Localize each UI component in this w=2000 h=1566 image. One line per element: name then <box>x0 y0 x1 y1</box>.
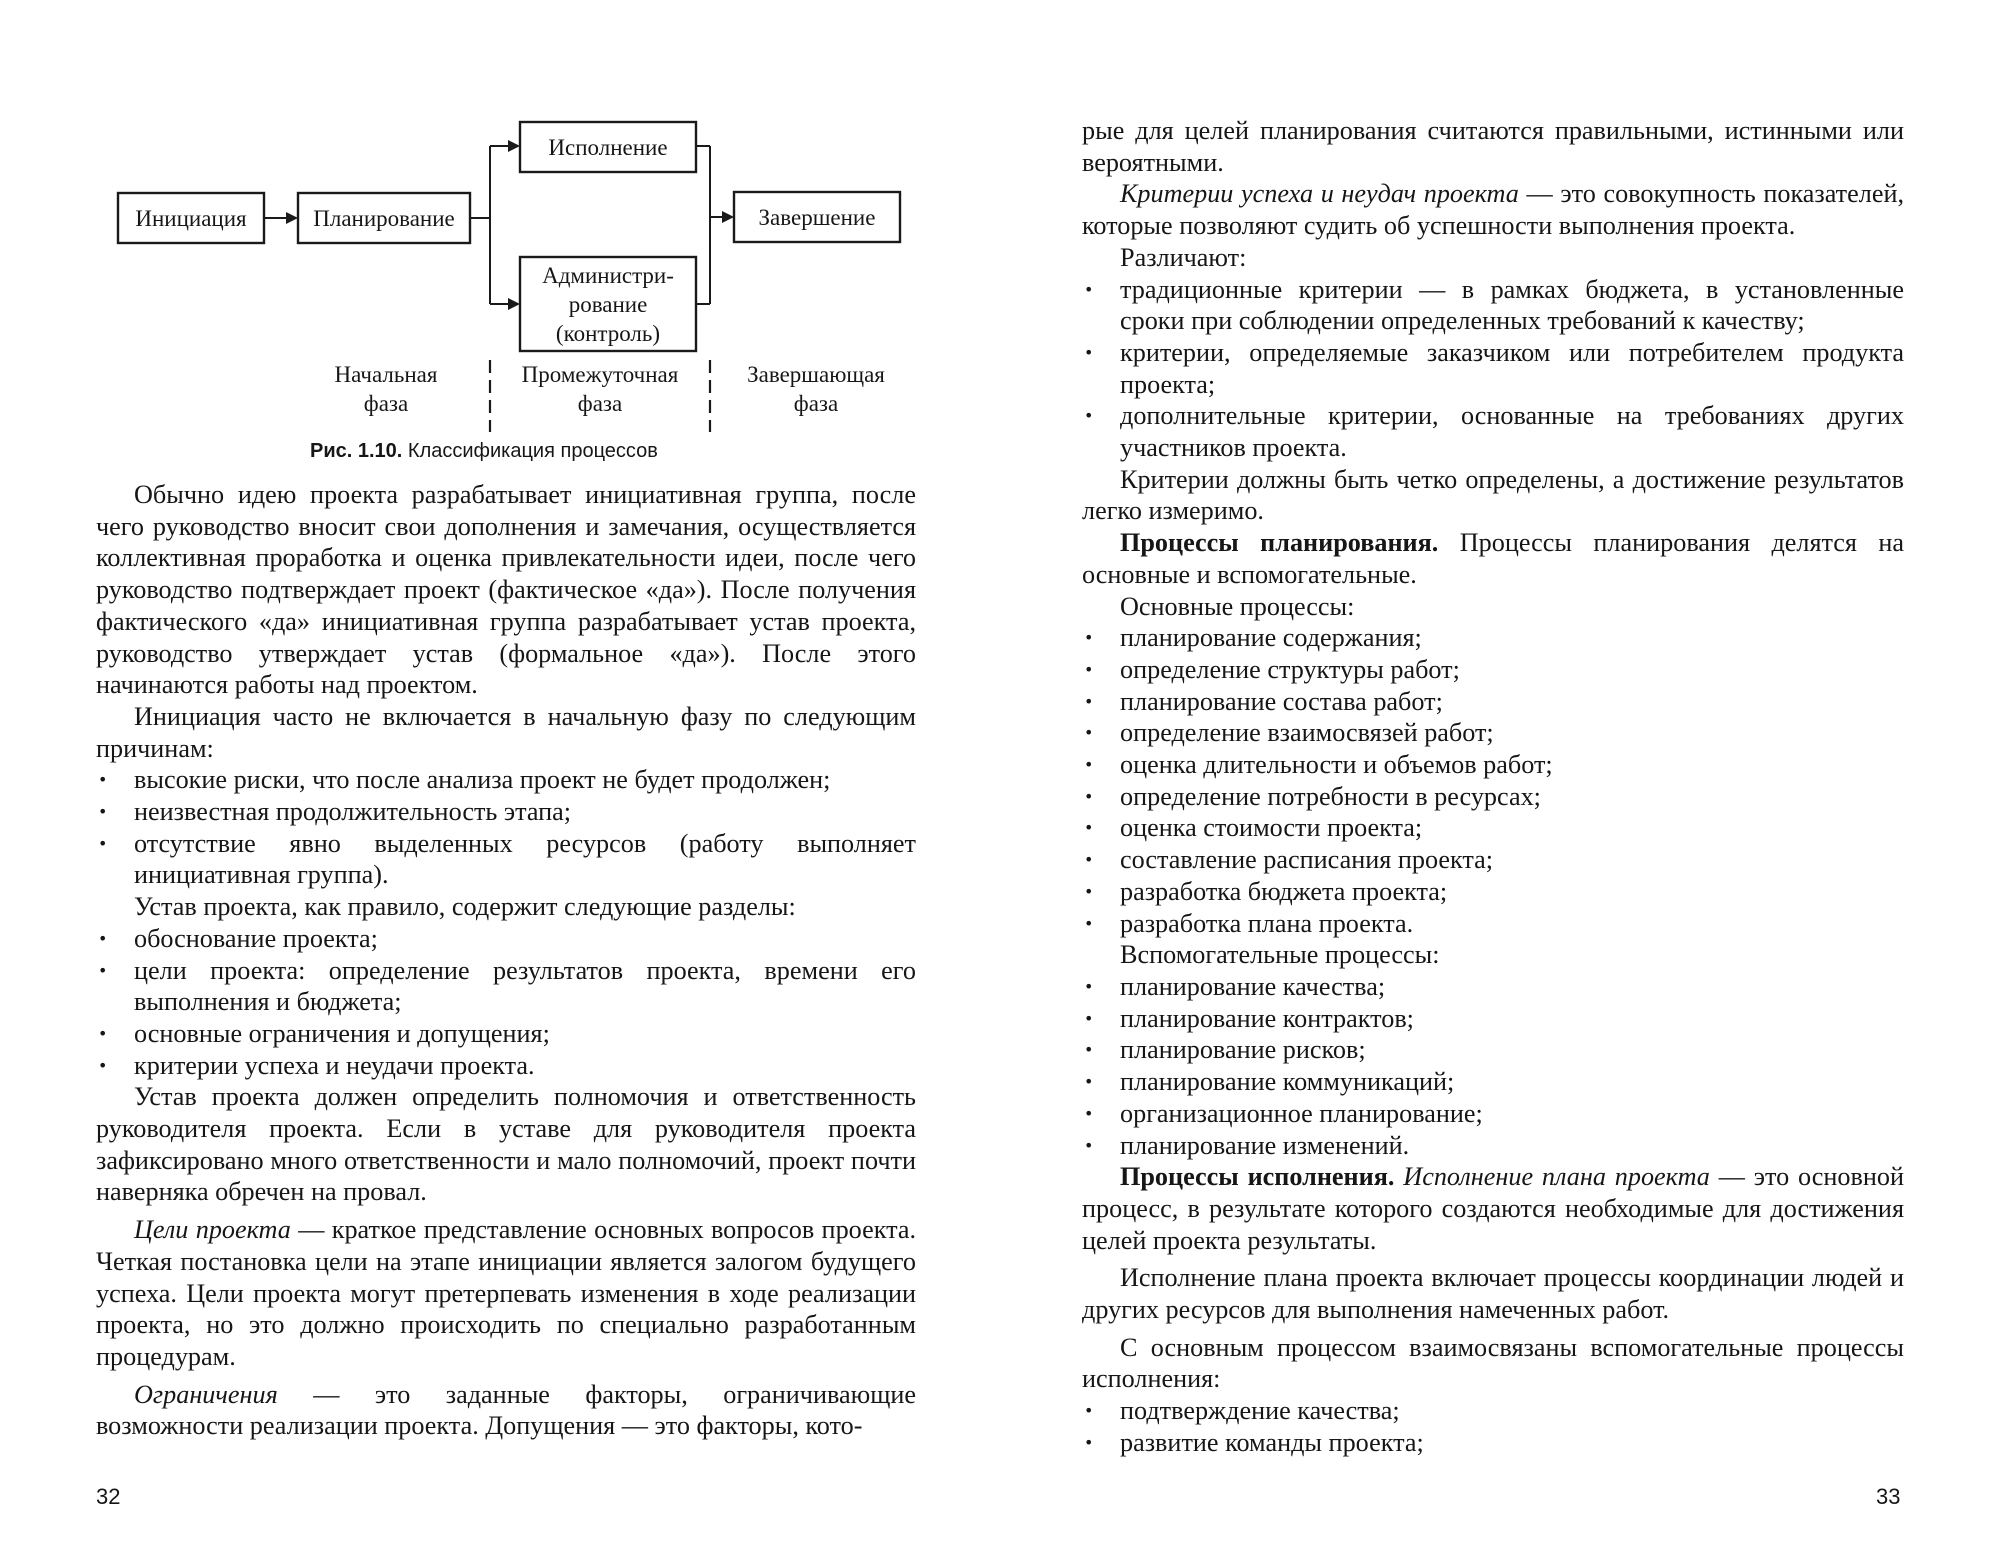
list-item: • определение потребности в ресурсах; <box>1082 781 1904 813</box>
list-item: • дополнительные критерии, основанные на требованиях других участников проекта. <box>1082 400 1904 463</box>
paragraph-text: — это заданные факторы, ограничивающие возможности реализации проекта. Допущения — это факторы, кото- <box>96 1379 916 1441</box>
term-plan-execution: Исполнение плана проекта <box>1403 1162 1710 1192</box>
page-number-right: 33 <box>1876 1484 1901 1509</box>
paragraph: Критерии должны быть четко определены, а достижение результатов легко измеримо. <box>1082 464 1904 526</box>
list-item: • высокие риски, что после анализа проект не будет продолжен; <box>96 764 916 796</box>
right-text-column <box>1082 115 1904 1459</box>
paragraph: Обычно идею проекта разрабатывает инициативная группа, после чего руководство вносит свои дополнения и замечания, осуществляется коллективная проработка и оценка привлекательности идеи, после чего руководство подтверждает проект (фактическое «да»). После получения фактического «да» инициативная группа разрабатывает устав проекта, руководство утверждает устав (формальное «да»). После этого начинаются работы над проектом. <box>96 480 916 700</box>
list-item: • критерии, определяемые заказчиком или потребителем продукта проекта; <box>1082 337 1904 400</box>
paragraph-criteria <box>1082 178 1904 241</box>
list-item: • неизвестная продолжительность этапа; <box>96 796 916 828</box>
box-initiation-label: Инициация <box>135 206 247 231</box>
phase-final-label-1: Завершающая <box>747 362 885 387</box>
list-item: • подтверждение качества; <box>1082 1395 1904 1427</box>
list-item: • планирование рисков; <box>1082 1034 1904 1066</box>
paragraph-constraints <box>96 1379 916 1442</box>
paragraph: Вспомогательные процессы: <box>1120 940 1440 970</box>
term-success-criteria: Критерии успеха и неудач проекта <box>1120 179 1519 209</box>
paragraph-continuation: рые для целей планирования считаются правильными, истинными или вероятными. <box>1082 116 1904 177</box>
list-item: • критерии успеха и неудачи проекта. <box>96 1050 916 1082</box>
phase-final-label-2: фаза <box>793 391 839 416</box>
phase-initial-label-2: фаза <box>363 391 409 416</box>
list-item: • оценка стоимости проекта; <box>1082 812 1904 844</box>
list-item: • разработка бюджета проекта; <box>1082 876 1904 908</box>
heading-planning-processes: Процессы планирования. <box>1120 528 1439 558</box>
list-item: • определение структуры работ; <box>1082 654 1904 686</box>
figure-caption-number: Рис. 1.10. <box>310 440 403 462</box>
page-number-left: 32 <box>96 1484 121 1509</box>
box-planning-label: Планирование <box>313 206 455 231</box>
list-item: • планирование изменений. <box>1082 1130 1904 1162</box>
paragraph-text: — это совокупность показателей, которые позволяют судить об успешности выполнения проекта. <box>1082 179 1904 241</box>
term-constraints: Ограничения <box>134 1379 278 1409</box>
list-item: • основные ограничения и допущения; <box>96 1018 916 1050</box>
paragraph: Исполнение плана проекта включает процессы координации людей и других ресурсов для выполнения намеченных работ. <box>1082 1263 1904 1325</box>
arrowhead <box>722 211 734 223</box>
paragraph-text: — краткое представление основных вопросов проекта. Четкая постановка цели на этапе инициации является залогом будущего успеха. Цели проекта могут претерпевать изменения в ходе реализации проекта, но это должно происходить по специально разработанным процедурам. <box>96 1215 917 1371</box>
box-admin-label-3: (контроль) <box>555 321 661 346</box>
arrowhead <box>508 298 520 310</box>
paragraph: Инициация часто не включается в начальную фазу по следующим причинам: <box>96 701 916 763</box>
list-item: • разработка плана проекта. <box>1082 908 1904 940</box>
phase-intermediate-label-1: Промежуточная <box>521 362 679 387</box>
list-item: • традиционные критерии — в рамках бюджета, в установленные сроки при соблюдении определенных требований к качеству; <box>1082 274 1904 337</box>
heading-execution-processes: Процессы исполнения. <box>1120 1162 1395 1192</box>
list-item: • планирование коммуникаций; <box>1082 1066 1904 1098</box>
process-classification-diagram <box>110 110 910 430</box>
paragraph: Различают: <box>1120 242 1247 272</box>
paragraph-planning <box>1082 527 1904 590</box>
list-item: • отсутствие явно выделенных ресурсов (работу выполняет инициативная группа). <box>96 828 916 891</box>
list-item: • развитие команды проекта; <box>1082 1427 1904 1459</box>
paragraph-goals <box>96 1214 916 1373</box>
list-item: • планирование состава работ; <box>1082 686 1904 718</box>
paragraph: С основным процессом взаимосвязаны вспомогательные процессы исполнения: <box>1082 1332 1904 1394</box>
term-project-goals: Цели проекта <box>134 1215 291 1245</box>
list-item: • планирование контрактов; <box>1082 1003 1904 1035</box>
paragraph-execution <box>1082 1161 1904 1256</box>
box-admin-label-1: Администри- <box>542 263 674 288</box>
figure-caption <box>310 440 658 463</box>
box-admin-label-2: рование <box>568 292 648 317</box>
paragraph: Устав проекта, как правило, содержит следующие разделы: <box>134 892 796 922</box>
paragraph-text: Процессы планирования делятся на основные и вспомогательные. <box>1082 528 1904 589</box>
right-page <box>1000 0 2000 1566</box>
arrowhead <box>508 140 520 152</box>
list-item: • цели проекта: определение результатов проекта, времени его выполнения и бюджета; <box>96 955 916 1018</box>
paragraph: Основные процессы: <box>1120 591 1355 621</box>
phase-initial-label-1: Начальная <box>334 362 438 387</box>
box-execution-label: Исполнение <box>548 135 668 160</box>
list-item: • организационное планирование; <box>1082 1098 1904 1130</box>
paragraph-text: — это основной процесс, в результате которого создаются необходимые для достижения целей проекта результаты. <box>1082 1162 1904 1255</box>
list-item: • обоснование проекта; <box>96 923 916 955</box>
list-item: • оценка длительности и объемов работ; <box>1082 749 1904 781</box>
left-text-column <box>96 479 916 1442</box>
list-item: • составление расписания проекта; <box>1082 844 1904 876</box>
figure-caption-text: Классификация процессов <box>407 440 658 462</box>
phase-intermediate-label-2: фаза <box>577 391 623 416</box>
paragraph: Устав проекта должен определить полномочия и ответственность руководителя проекта. Если в уставе для руководителя проекта зафиксировано много ответственности и мало полномочий, проект почти наверняка обречен на провал. <box>96 1082 916 1207</box>
list-item: • планирование содержания; <box>1082 622 1904 654</box>
list-item: • планирование качества; <box>1082 971 1904 1003</box>
arrowhead <box>286 212 298 224</box>
box-completion-label: Завершение <box>758 205 876 230</box>
list-item: • определение взаимосвязей работ; <box>1082 717 1904 749</box>
